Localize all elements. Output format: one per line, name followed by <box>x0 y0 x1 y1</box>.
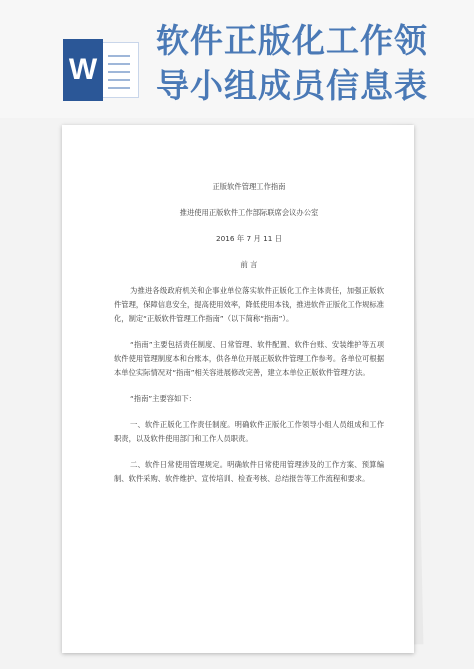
banner-title-line2: 导小组成员信息表 <box>156 66 428 105</box>
document-body <box>114 180 384 486</box>
word-icon <box>63 39 141 101</box>
doc-paragraph: “指南”主要包括责任制度、日常管理、软件配置、软件台账、安装维护等五项软件使用管理制度本和台账本，供各单位开展正版软件管理工作参考。各单位可根据本单位实际情况对“指南”相关容进展修改完善，建立本单位正版软件管理方法。 <box>114 340 384 377</box>
word-logo-tile: W <box>63 39 103 101</box>
document-page <box>62 125 414 653</box>
doc-section-title: 前 言 <box>240 260 258 269</box>
doc-heading-2: 推进使用正版软件工作部际联席会议办公室 <box>179 208 319 217</box>
doc-paragraph: 一、软件正版化工作责任制度。明确软件正版化工作领导小组人员组成和工作职责，以及软件使用部门和工作人员职责。 <box>114 420 384 443</box>
banner <box>0 0 474 118</box>
banner-title-line1: 软件正版化工作领 <box>156 21 428 60</box>
banner-title <box>156 18 456 108</box>
doc-heading-1: 正版软件管理工作指南 <box>212 182 286 191</box>
doc-paragraph: 二、软件日常使用管理规定。明确软件日常使用管理涉及的工作方案、预算编制、软件采购、软件维护、宣传培训、检查考核、总结报告等工作流程和要求。 <box>114 460 384 483</box>
doc-paragraph: 为推进各级政府机关和企事业单位落实软件正版化工作主体责任，加强正版软件管理，保障信息安全，提高使用效率，降低使用本钱，推进软件正版化工作规标准化，制定“正版软件管理工作指南”（以下简称“指南”）。 <box>114 286 384 323</box>
doc-paragraph: “指南”主要容如下： <box>130 394 196 403</box>
doc-date: 2016 年 7 月 11 日 <box>216 234 282 243</box>
